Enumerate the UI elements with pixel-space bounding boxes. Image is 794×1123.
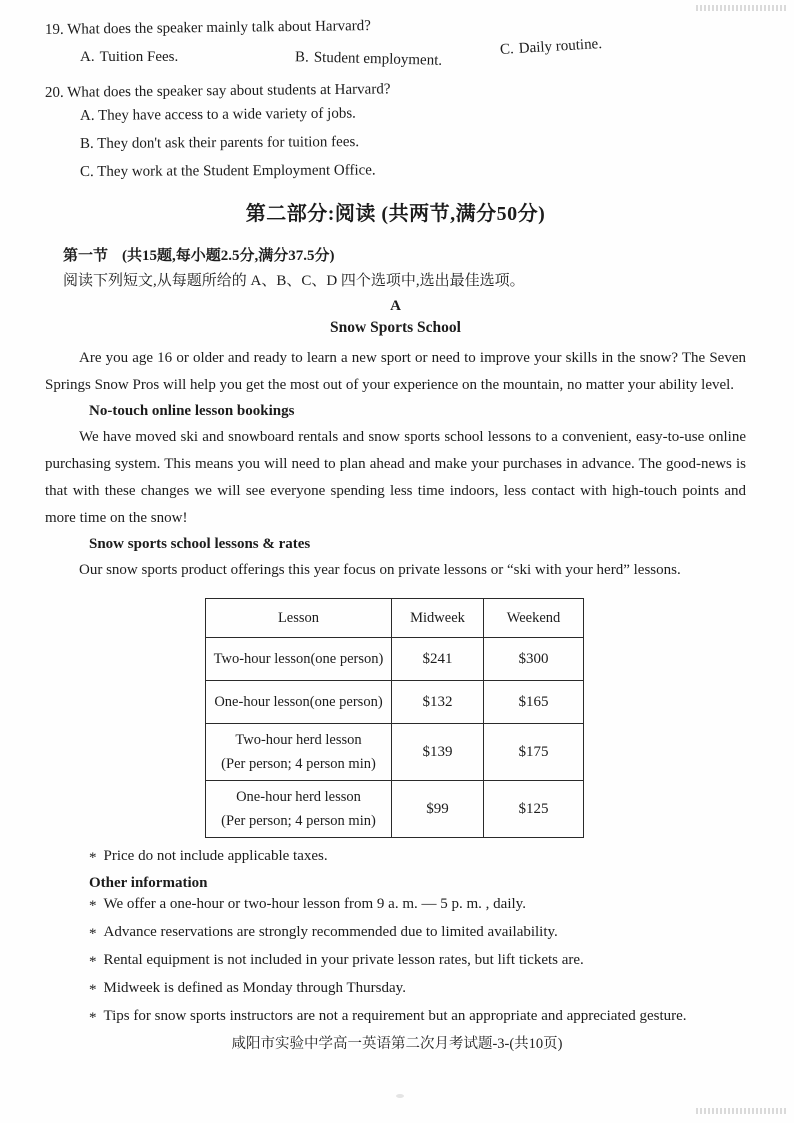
col-header-midweek: Midweek <box>392 599 484 638</box>
list-item <box>89 1008 746 1025</box>
rates-table <box>205 598 584 838</box>
question-text: What does the speaker say about students at Harvard? <box>67 81 391 101</box>
midweek-price: $139 <box>392 724 484 781</box>
lesson-note: (Per person; 4 person min) <box>221 756 376 772</box>
asterisk-bullet: * <box>89 850 97 866</box>
col-header-weekend: Weekend <box>484 599 584 638</box>
option-label: B. <box>79 135 94 152</box>
list-item <box>89 896 746 913</box>
page-number-smudge <box>396 1094 404 1098</box>
page-footer: 咸阳市实验中学高一英语第二次月考试题-3-(共10页) <box>231 1036 563 1052</box>
lesson-cell <box>206 638 392 681</box>
lesson-cell <box>206 681 392 724</box>
note-text: Rental equipment is not included in your private lesson rates, but lift tickets are. <box>103 952 584 968</box>
lesson-cell <box>206 781 392 838</box>
option-19b <box>295 49 442 70</box>
watermark-text <box>696 5 788 11</box>
weekend-price: $300 <box>484 638 584 681</box>
question-number: 20. <box>44 84 64 101</box>
subsection-title: 第一节 <box>63 248 109 264</box>
passage-label: A <box>390 298 401 314</box>
note-text: Tips for snow sports instructors are not a requirement but an appropriate and appreciated gesture. <box>103 1008 687 1024</box>
note-text: Midweek is defined as Monday through Thursday. <box>103 980 406 996</box>
option-19a <box>80 49 178 66</box>
midweek-price: $132 <box>392 681 484 724</box>
col-header-lesson: Lesson <box>206 599 392 638</box>
heading-bookings: No-touch online lesson bookings <box>89 403 295 419</box>
option-label: C. <box>79 163 94 180</box>
midweek-price: $241 <box>392 638 484 681</box>
option-label: A. <box>79 107 95 124</box>
lesson-note: (Per person; 4 person min) <box>221 813 376 829</box>
option-label: C. <box>499 41 515 59</box>
weekend-price: $165 <box>484 681 584 724</box>
part-title: 第二部分:阅读 (共两节,满分50分) <box>245 203 546 225</box>
asterisk-bullet: * <box>89 926 97 942</box>
instructions: 阅读下列短文,从每题所给的 A、B、C、D 四个选项中,选出最佳选项。 <box>63 273 525 289</box>
watermark-text <box>696 1108 788 1114</box>
heading-rates: Snow sports school lessons & rates <box>89 536 311 552</box>
passage-bookings: We have moved ski and snowboard rentals and snow sports school lessons to a convenient, easy-to-use online purchasing system. This means you will need to plan ahead and make your purchases in advance. The good-news is that with these changes we will see everyone spending less time indoors, less contact with high-touch points and more time on the snow! <box>45 429 746 526</box>
question-text: What does the speaker mainly talk about Harvard? <box>67 18 371 38</box>
weekend-price: $175 <box>484 724 584 781</box>
option-text: They work at the Student Employment Office. <box>97 162 376 180</box>
option-text: They don't ask their parents for tuition fees. <box>97 134 360 152</box>
lesson-name: One-hour lesson(one person) <box>214 694 383 710</box>
table-row <box>206 681 584 724</box>
midweek-price: $99 <box>392 781 484 838</box>
option-20b <box>80 131 746 153</box>
question-number: 19. <box>44 21 64 38</box>
passage-rates: Our snow sports product offerings this year focus on private lessons or “ski with your herd” lessons. <box>79 562 681 578</box>
asterisk-bullet: * <box>89 1010 97 1026</box>
list-item <box>89 924 746 941</box>
asterisk-bullet: * <box>89 982 97 998</box>
asterisk-bullet: * <box>89 954 97 970</box>
option-text: They have access to a wide variety of jobs. <box>98 105 356 124</box>
asterisk-bullet: * <box>89 898 97 914</box>
option-20a <box>80 102 746 125</box>
other-information-heading: Other information <box>89 875 208 891</box>
note-text: Advance reservations are strongly recommended due to limited availability. <box>103 924 558 940</box>
subsection-meta: (共15题,每小题2.5分,满分37.5分) <box>122 248 335 264</box>
list-item <box>89 980 746 997</box>
lesson-name: Two-hour herd lesson <box>235 732 362 748</box>
weekend-price: $125 <box>484 781 584 838</box>
question-20 <box>45 78 746 102</box>
passage-intro: Are you age 16 or older and ready to learn a new sport or need to improve your skills in the snow? The Seven Springs Snow Pros will help you get the most out of your experience on the mountain, no matter your ability level. <box>45 350 746 393</box>
table-row <box>206 638 584 681</box>
note-text: Price do not include applicable taxes. <box>103 848 328 864</box>
option-label: A. <box>80 49 95 65</box>
other-information-list <box>45 896 746 1025</box>
lesson-name: Two-hour lesson(one person) <box>213 651 384 667</box>
option-text: Student employment. <box>313 49 443 69</box>
option-19c <box>500 36 603 59</box>
option-20c <box>80 161 746 181</box>
table-row <box>206 724 584 781</box>
table-header-row <box>206 599 584 638</box>
question-19 <box>45 13 746 39</box>
price-note <box>89 848 746 865</box>
option-text: Daily routine. <box>518 35 603 57</box>
note-text: We offer a one-hour or two-hour lesson from 9 a. m. — 5 p. m. , daily. <box>103 896 526 912</box>
option-text: Tuition Fees. <box>99 49 179 65</box>
passage-title: Snow Sports School <box>330 319 461 336</box>
lesson-name: One-hour herd lesson <box>236 789 361 805</box>
question-19-options <box>45 35 746 77</box>
lesson-cell <box>206 724 392 781</box>
subsection-line <box>63 244 746 265</box>
table-row <box>206 781 584 838</box>
option-label: B. <box>294 49 309 66</box>
list-item <box>89 952 746 969</box>
